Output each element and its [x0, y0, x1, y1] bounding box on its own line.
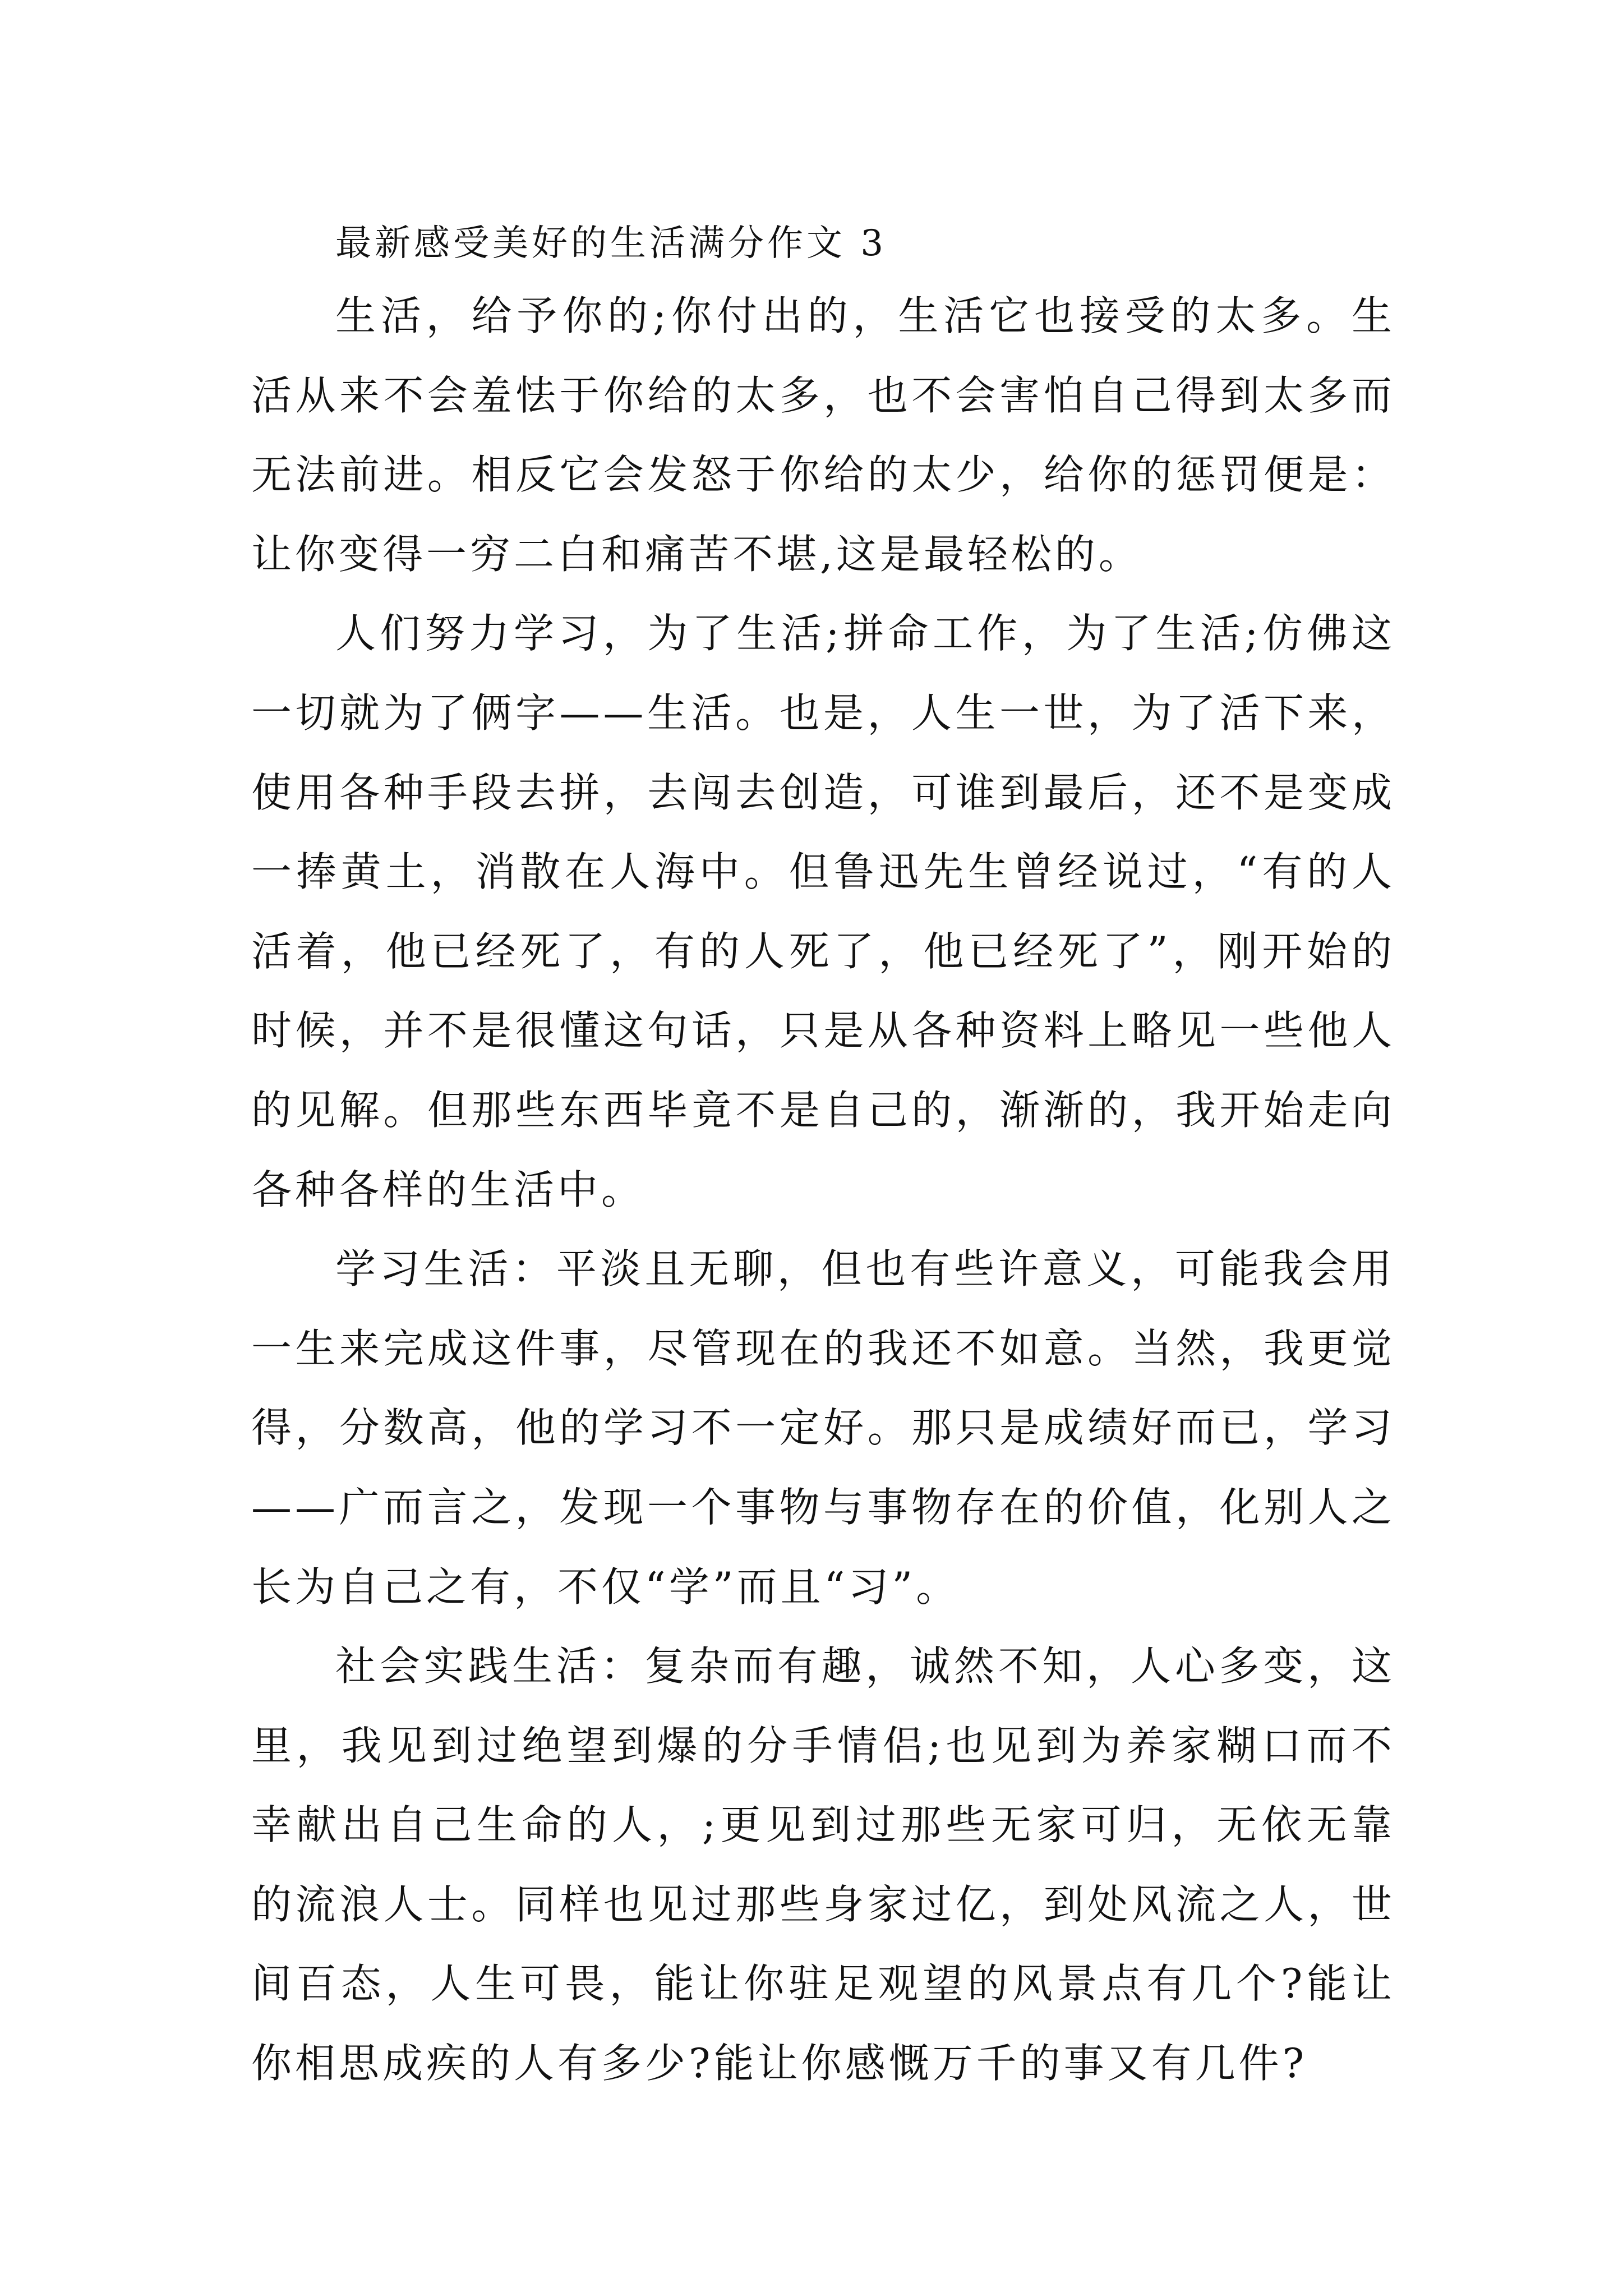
paragraph-1: 生活，给予你的;你付出的，生活它也接受的太多。生活从来不会羞怯于你给的太多，也不会害怕自己得到太多而无法前进。相反它会发怒于你给的太少，给你的惩罚便是：让你变得一穷二白和痛苦不堪,这是最轻松的。: [251, 292, 1395, 578]
essay-body: [251, 210, 1395, 2104]
paragraph-3: 学习生活：平淡且无聊，但也有些许意义，可能我会用一生来完成这件事，尽管现在的我还不如意。当然，我更觉得，分数高，他的学习不一定好。那只是成绩好而已，学习——广而言之，发现一个事物与事物存在的价值，化别人之长为自己之有，不仅“学”而且“习”。: [251, 1245, 1395, 1611]
paragraph-2: 人们努力学习，为了生活;拼命工作，为了生活;仿佛这一切就为了俩字——生活。也是，人生一世，为了活下来，使用各种手段去拼，去闯去创造，可谁到最后，还不是变成一捧黄土，消散在人海中。但鲁迅先生曾经说过，“有的人活着，他已经死了，有的人死了，他已经死了”，刚开始的时候，并不是很懂这句话，只是从各种资料上略见一些他人的见解。但那些东西毕竟不是自己的，渐渐的，我开始走向各种各样的生活中。: [251, 610, 1395, 1213]
paragraph-4: 社会实践生活：复杂而有趣，诚然不知，人心多变，这里，我见到过绝望到爆的分手情侣;也见到为养家糊口而不幸献出自己生命的人，;更见到过那些无家可归，无依无靠的流浪人士。同样也见过那些身家过亿，到处风流之人，世间百态，人生可畏，能让你驻足观望的风景点有几个?能让你相思成疾的人有多少?能让你感慨万千的事又有几件?: [251, 1642, 1395, 2087]
essay-title: 最新感受美好的生活满分作文 3: [335, 223, 887, 264]
